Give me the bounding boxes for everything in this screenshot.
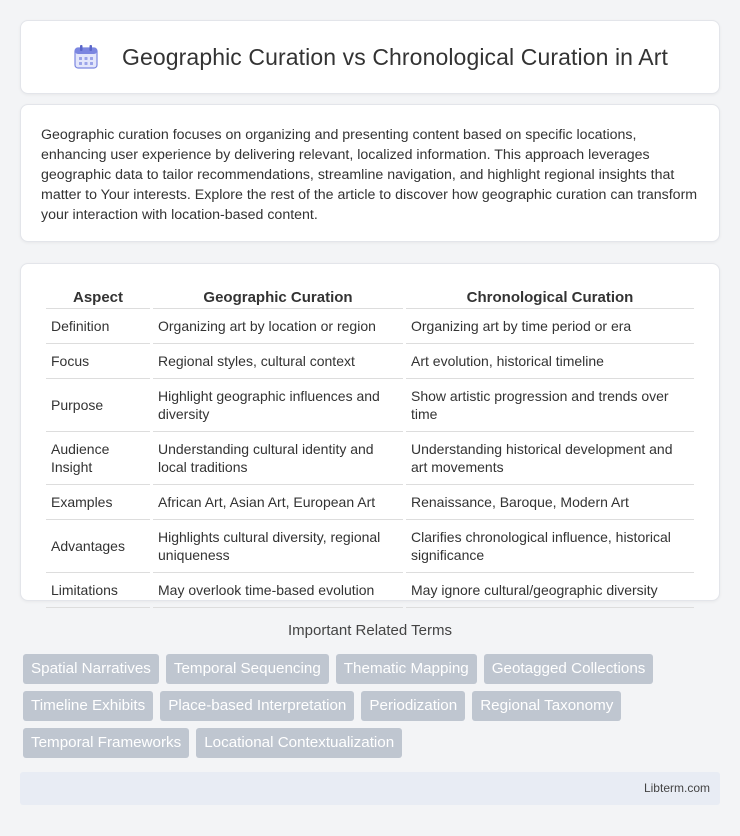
table-row	[46, 309, 694, 344]
table-row	[46, 344, 694, 379]
cell-chronological: Show artistic progression and trends over time	[406, 379, 694, 432]
table-row	[46, 432, 694, 485]
intro-card	[20, 104, 720, 242]
related-term-tag[interactable]: Place-based Interpretation	[160, 691, 354, 721]
related-term-tag[interactable]: Periodization	[361, 691, 465, 721]
related-term-tag[interactable]: Spatial Narratives	[23, 654, 159, 684]
cell-aspect: Examples	[46, 485, 150, 520]
column-header-aspect: Aspect	[46, 284, 150, 309]
cell-chronological: Renaissance, Baroque, Modern Art	[406, 485, 694, 520]
related-term-tag[interactable]: Thematic Mapping	[336, 654, 477, 684]
cell-geographic: Regional styles, cultural context	[153, 344, 403, 379]
cell-aspect: Audience Insight	[46, 432, 150, 485]
related-term-tag[interactable]: Temporal Sequencing	[166, 654, 329, 684]
header-card	[20, 20, 720, 94]
cell-geographic: Understanding cultural identity and local traditions	[153, 432, 403, 485]
related-term-tag[interactable]: Temporal Frameworks	[23, 728, 189, 758]
related-terms-title: Important Related Terms	[288, 622, 452, 639]
cell-chronological: Organizing art by time period or era	[406, 309, 694, 344]
page-title: Geographic Curation vs Chronological Curation in Art	[122, 43, 668, 70]
table-header-row	[46, 284, 694, 309]
cell-aspect: Limitations	[46, 573, 150, 608]
table-row	[46, 485, 694, 520]
table-row	[46, 573, 694, 608]
cell-aspect: Purpose	[46, 379, 150, 432]
cell-geographic: Organizing art by location or region	[153, 309, 403, 344]
cell-aspect: Advantages	[46, 520, 150, 573]
cell-chronological: Art evolution, historical timeline	[406, 344, 694, 379]
cell-chronological: Clarifies chronological influence, historical significance	[406, 520, 694, 573]
intro-paragraph: Geographic curation focuses on organizing and presenting content based on specific locations, enhancing user experience by delivering relevant, localized information. This approach leverages geographic data to tailor recommendations, streamline navigation, and highlight regional insights that matter to Your interests. Explore the rest of the article to discover how geographic curation can transform your interaction with location-based content.	[41, 127, 698, 223]
footer-site-link[interactable]: Libterm.com	[643, 781, 710, 795]
related-term-tag[interactable]: Locational Contextualization	[196, 728, 402, 758]
related-term-tag[interactable]: Geotagged Collections	[484, 654, 654, 684]
cell-geographic: Highlights cultural diversity, regional uniqueness	[153, 520, 403, 573]
table-row	[46, 379, 694, 432]
column-header-geographic: Geographic Curation	[153, 284, 403, 309]
related-terms-list	[23, 654, 713, 765]
cell-aspect: Definition	[46, 309, 150, 344]
calendar-icon	[72, 43, 100, 71]
comparison-table	[43, 284, 697, 608]
footer	[20, 772, 720, 805]
cell-aspect: Focus	[46, 344, 150, 379]
related-term-tag[interactable]: Regional Taxonomy	[472, 691, 621, 721]
comparison-table-card	[20, 263, 720, 601]
cell-geographic: May overlook time-based evolution	[153, 573, 403, 608]
cell-geographic: Highlight geographic influences and diversity	[153, 379, 403, 432]
cell-chronological: Understanding historical development and art movements	[406, 432, 694, 485]
related-term-tag[interactable]: Timeline Exhibits	[23, 691, 153, 721]
cell-chronological: May ignore cultural/geographic diversity	[406, 573, 694, 608]
column-header-chronological: Chronological Curation	[406, 284, 694, 309]
cell-geographic: African Art, Asian Art, European Art	[153, 485, 403, 520]
table-row	[46, 520, 694, 573]
